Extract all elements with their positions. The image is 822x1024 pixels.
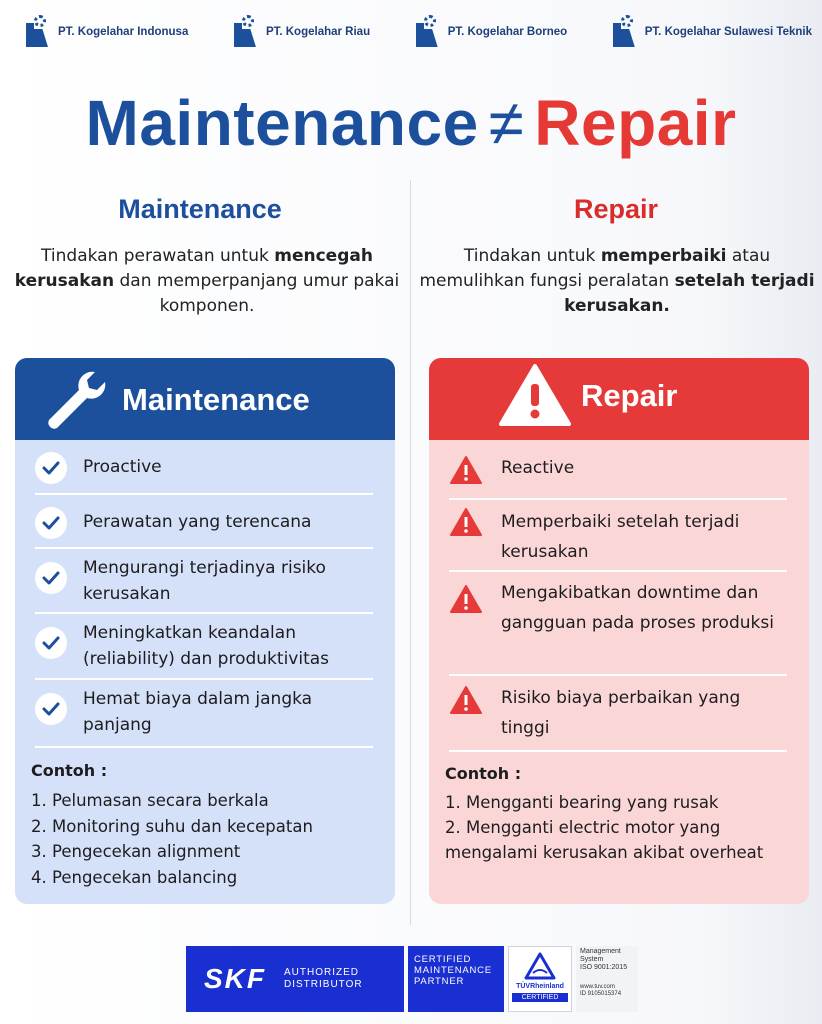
example-item: 1. Pelumasan secara berkala [31, 791, 269, 810]
warning-icon [449, 685, 483, 715]
iso-line: Management [580, 948, 621, 955]
check-icon [35, 507, 67, 539]
skf-authorized-badge [186, 946, 404, 1012]
iso-line: System [580, 956, 604, 963]
item-text: Meningkatkan keandalan (reliability) dan produktivitas [83, 623, 330, 669]
example-item: 2. Mengganti electric motor yang [445, 818, 721, 837]
list-item [35, 620, 373, 672]
example-item: 3. Pengecekan alignment [31, 842, 241, 861]
certification-badges [186, 946, 638, 1012]
cert-line: MAINTENANCE [414, 965, 492, 976]
check-icon [35, 452, 67, 484]
item-separator [35, 746, 373, 748]
example-item: 2. Monitoring suhu dan kecepatan [31, 817, 313, 836]
skf-subtitle [284, 967, 363, 991]
not-equal-symbol: ≠ [488, 87, 525, 159]
item-text: Mengakibatkan downtime dan gangguan pada proses produksi [501, 583, 774, 633]
desc-bold: mencegah kerusakan [14, 246, 373, 291]
headline-repair: Repair [534, 87, 737, 159]
warning-icon [449, 584, 483, 614]
skf-sub-line: DISTRIBUTOR [284, 979, 363, 990]
list-item [449, 507, 787, 567]
item-separator [35, 493, 373, 495]
repair-card-header [429, 358, 809, 440]
iso-url: www.tuv.com [580, 984, 615, 990]
tuv-brand: TÜVRheinland [516, 983, 564, 990]
company-name: PT. Kogelahar Sulawesi Teknik [644, 26, 812, 38]
list-item [449, 455, 787, 485]
item-text: Reactive [501, 458, 575, 478]
iso-badge [576, 946, 638, 1012]
item-text: Perawatan yang terencana [83, 512, 312, 532]
item-text: Hemat biaya dalam jangka panjang [83, 689, 313, 735]
item-text: Risiko biaya perbaikan yang tinggi [501, 688, 741, 738]
item-text: Proactive [83, 457, 162, 477]
tuv-triangle-icon [523, 951, 557, 981]
warning-icon [449, 507, 483, 537]
examples-label: Contoh : [31, 761, 108, 780]
repair-description [412, 244, 822, 319]
list-item [449, 578, 787, 638]
iso-footer [580, 984, 634, 998]
list-item [35, 509, 373, 539]
kogelahar-logo-icon [412, 15, 442, 49]
check-icon [35, 627, 67, 659]
item-separator [35, 547, 373, 549]
warning-triangle-icon [499, 362, 571, 428]
maintenance-card [15, 358, 395, 904]
headline-maintenance: Maintenance [85, 87, 479, 159]
maintenance-card-title: Maintenance [122, 382, 310, 417]
certified-partner-badge [408, 946, 504, 1012]
example-item: mengalami kerusakan akibat overheat [445, 843, 764, 862]
item-separator [449, 498, 787, 500]
maintenance-description [2, 244, 412, 319]
check-icon [35, 562, 67, 594]
example-item: 1. Mengganti bearing yang rusak [445, 793, 719, 812]
page-title [0, 86, 822, 160]
desc-text: Tindakan untuk [463, 246, 601, 266]
example-item: 4. Pengecekan balancing [31, 868, 238, 887]
company-borneo [412, 15, 568, 49]
desc-text: Tindakan perawatan untuk [41, 246, 275, 266]
cert-line: CERTIFIED [414, 954, 472, 965]
tuv-badge [508, 946, 572, 1012]
iso-id: ID 9105015374 [580, 991, 622, 997]
item-text: Mengurangi terjadinya risiko kerusakan [83, 558, 326, 604]
warning-icon [449, 455, 483, 485]
company-indonusa [22, 15, 188, 49]
list-item [35, 454, 373, 484]
item-separator [35, 678, 373, 680]
iso-line: ISO 9001:2015 [580, 964, 628, 971]
skf-logo: SKF [204, 963, 266, 994]
desc-text: atau memulihkan fungsi peralatan [419, 246, 771, 291]
cert-line: PARTNER [414, 976, 465, 987]
repair-card-title: Repair [581, 378, 678, 413]
company-logos [22, 12, 812, 52]
item-separator [35, 612, 373, 614]
kogelahar-logo-icon [22, 15, 52, 49]
kogelahar-logo-icon [230, 15, 260, 49]
list-item [449, 683, 787, 743]
wrench-icon [43, 368, 109, 434]
company-name: PT. Kogelahar Riau [265, 26, 371, 38]
kogelahar-logo-icon [609, 15, 639, 49]
examples-label: Contoh : [445, 764, 522, 783]
list-item [35, 686, 373, 738]
company-name: PT. Kogelahar Borneo [447, 26, 568, 38]
item-separator [449, 750, 787, 752]
item-separator [449, 674, 787, 676]
desc-text: dan memperpanjang umur pakai komponen. [114, 271, 400, 316]
list-item [35, 555, 373, 607]
skf-sub-line: AUTHORIZED [284, 967, 359, 978]
desc-bold: setelah terjadi kerusakan. [564, 271, 815, 316]
company-riau [230, 15, 370, 49]
repair-card [429, 358, 809, 904]
item-separator [449, 570, 787, 572]
desc-bold: memperbaiki [600, 246, 727, 266]
check-icon [35, 693, 67, 725]
repair-column-title: Repair [573, 194, 659, 224]
item-text: Memperbaiki setelah terjadi kerusakan [501, 512, 740, 562]
maintenance-card-header [15, 358, 395, 440]
company-name: PT. Kogelahar Indonusa [58, 26, 189, 38]
company-sulawesi [609, 15, 812, 49]
tuv-certified: CERTIFIED [512, 993, 568, 1002]
maintenance-column-title: Maintenance [118, 194, 282, 224]
